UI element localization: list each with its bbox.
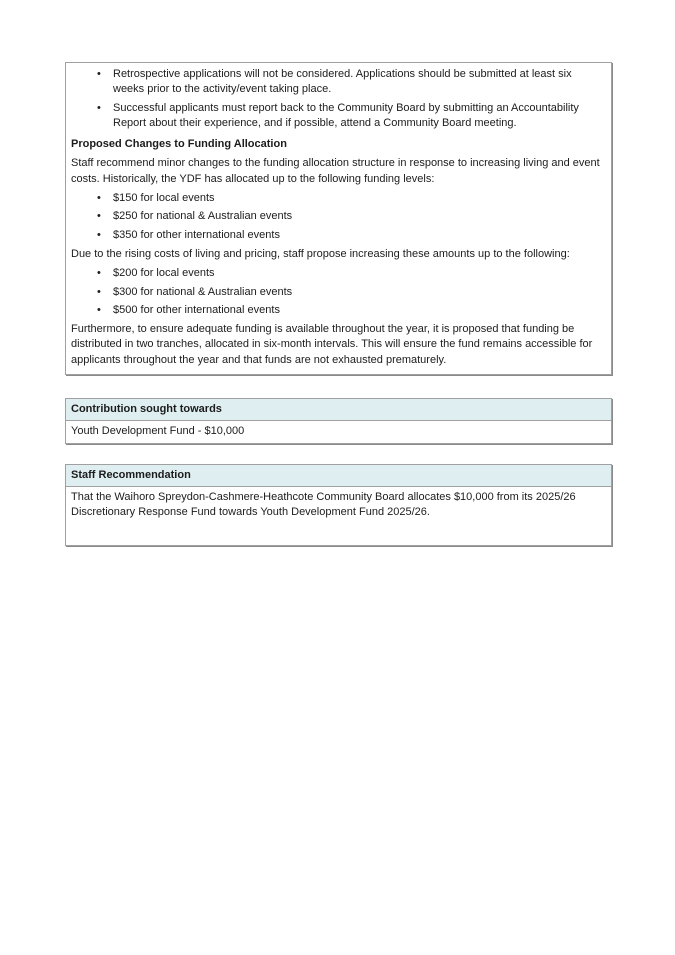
staff-recommendation-table <box>65 464 612 546</box>
proposed-funding-paragraph: Due to the rising costs of living and pricing, staff propose increasing these amounts up to the following: <box>71 247 570 260</box>
historic-level-international: • $350 for other international events <box>71 228 605 243</box>
staff-recommendation-header: Staff Recommendation <box>66 465 611 487</box>
historic-funding-levels-list <box>71 191 605 243</box>
document-content-column <box>65 62 612 546</box>
contribution-table-header: Contribution sought towards <box>66 399 611 421</box>
tranches-paragraph: Furthermore, to ensure adequate funding is available throughout the year, it is proposed that funding be distributed in two tranches, allocated in six-month intervals. This will ensure the fund remains accessible for applicants throughout the year and that funds are not exhausted prematurely. <box>71 323 593 366</box>
proposed-funding-levels-list <box>71 266 605 318</box>
proposed-level-local: • $200 for local events <box>71 266 605 281</box>
historic-funding-paragraph: Staff recommend minor changes to the funding allocation structure in response to increasing living and event costs. Historically, the YDF has allocated up to the following funding levels: <box>71 157 600 185</box>
criteria-bullet-accountability: • Successful applicants must report back to the Community Board by submitting an Accountability Report about their experience, and if possible, attend a Community Board meeting. <box>71 101 605 132</box>
contribution-sought-table <box>65 398 612 444</box>
criteria-bullet-retrospective: • Retrospective applications will not be considered. Applications should be submitted at least six weeks prior to the activity/event taking place. <box>71 67 605 98</box>
staff-recommendation-body: That the Waihoro Spreydon-Cashmere-Heathcote Community Board allocates $10,000 from its 2025/26 Discretionary Response Fund towards Youth Development Fund 2025/26. <box>71 490 576 519</box>
application-criteria-list <box>71 67 605 131</box>
funding-criteria-box <box>65 62 612 375</box>
proposed-level-national: • $300 for national & Australian events <box>71 285 605 300</box>
historic-level-local: • $150 for local events <box>71 191 605 206</box>
proposed-changes-heading: Proposed Changes to Funding Allocation <box>71 138 287 151</box>
historic-level-national: • $250 for national & Australian events <box>71 209 605 224</box>
proposed-level-international: • $500 for other international events <box>71 303 605 318</box>
contribution-table-value: Youth Development Fund - $10,000 <box>71 425 245 438</box>
